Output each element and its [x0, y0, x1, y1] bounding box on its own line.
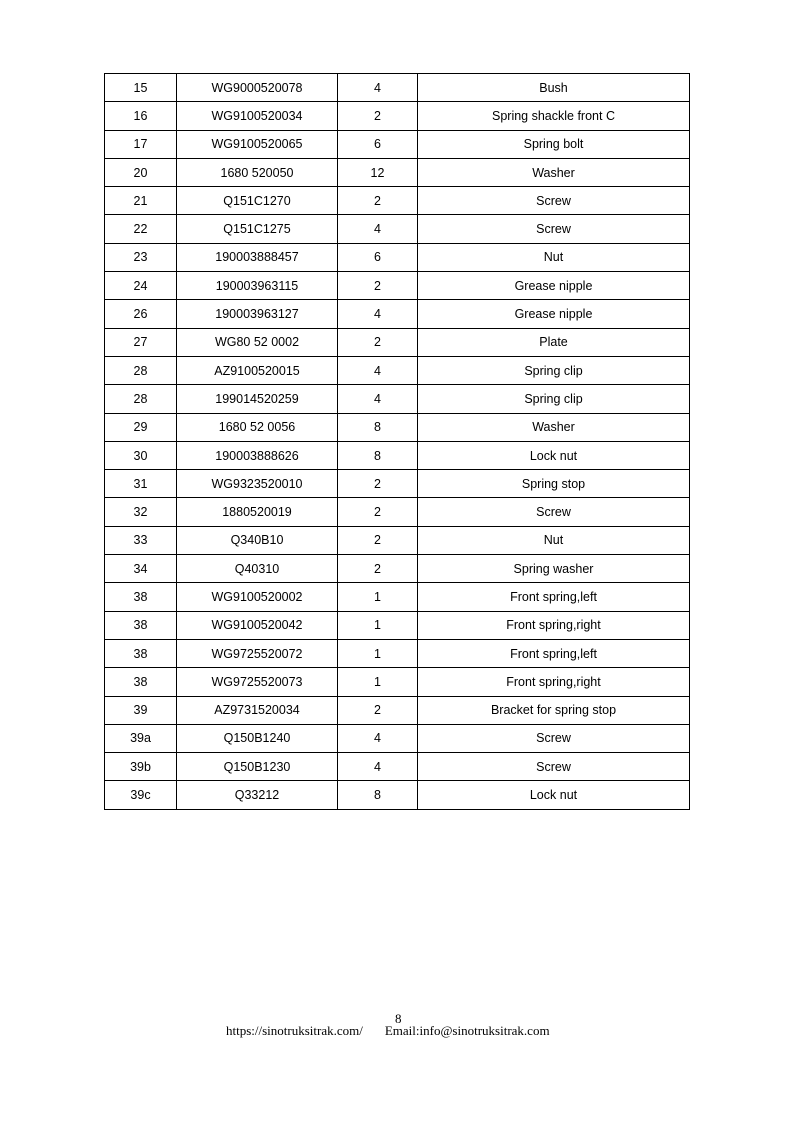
- item-number-cell: 31: [105, 470, 177, 498]
- description-cell: Washer: [418, 413, 690, 441]
- table-row: [105, 696, 690, 724]
- description-cell: Grease nipple: [418, 300, 690, 328]
- item-number-cell: 39c: [105, 781, 177, 809]
- item-number-cell: 17: [105, 130, 177, 158]
- table-row: [105, 130, 690, 158]
- description-cell: Bracket for spring stop: [418, 696, 690, 724]
- item-number-cell: 39a: [105, 724, 177, 752]
- quantity-cell: 4: [338, 74, 418, 102]
- table-row: [105, 526, 690, 554]
- part-number-cell: WG9100520042: [177, 611, 338, 639]
- table-row: [105, 300, 690, 328]
- table-row: [105, 74, 690, 102]
- quantity-cell: 4: [338, 385, 418, 413]
- item-number-cell: 26: [105, 300, 177, 328]
- part-number-cell: WG80 52 0002: [177, 328, 338, 356]
- table-row: [105, 441, 690, 469]
- quantity-cell: 1: [338, 639, 418, 667]
- table-row: [105, 413, 690, 441]
- item-number-cell: 30: [105, 441, 177, 469]
- table-row: [105, 470, 690, 498]
- item-number-cell: 32: [105, 498, 177, 526]
- part-number-cell: Q340B10: [177, 526, 338, 554]
- parts-table: [104, 73, 690, 810]
- part-number-cell: WG9100520002: [177, 583, 338, 611]
- item-number-cell: 38: [105, 668, 177, 696]
- part-number-cell: WG9725520073: [177, 668, 338, 696]
- description-cell: Screw: [418, 724, 690, 752]
- table-row: [105, 187, 690, 215]
- table-row: [105, 781, 690, 809]
- quantity-cell: 4: [338, 215, 418, 243]
- quantity-cell: 4: [338, 724, 418, 752]
- table-row: [105, 668, 690, 696]
- description-cell: Front spring,right: [418, 668, 690, 696]
- quantity-cell: 1: [338, 583, 418, 611]
- item-number-cell: 28: [105, 356, 177, 384]
- part-number-cell: WG9000520078: [177, 74, 338, 102]
- part-number-cell: Q150B1240: [177, 724, 338, 752]
- item-number-cell: 39: [105, 696, 177, 724]
- quantity-cell: 2: [338, 187, 418, 215]
- part-number-cell: WG9100520034: [177, 102, 338, 130]
- part-number-cell: 199014520259: [177, 385, 338, 413]
- part-number-cell: Q151C1270: [177, 187, 338, 215]
- description-cell: Grease nipple: [418, 272, 690, 300]
- part-number-cell: Q33212: [177, 781, 338, 809]
- table-row: [105, 272, 690, 300]
- quantity-cell: 8: [338, 441, 418, 469]
- quantity-cell: 12: [338, 158, 418, 186]
- part-number-cell: AZ9100520015: [177, 356, 338, 384]
- part-number-cell: 190003888457: [177, 243, 338, 271]
- item-number-cell: 38: [105, 583, 177, 611]
- description-cell: Spring clip: [418, 385, 690, 413]
- quantity-cell: 6: [338, 130, 418, 158]
- table-row: [105, 724, 690, 752]
- item-number-cell: 27: [105, 328, 177, 356]
- table-row: [105, 328, 690, 356]
- description-cell: Screw: [418, 753, 690, 781]
- description-cell: Front spring,right: [418, 611, 690, 639]
- part-number-cell: 1680 52 0056: [177, 413, 338, 441]
- item-number-cell: 24: [105, 272, 177, 300]
- table-row: [105, 555, 690, 583]
- description-cell: Screw: [418, 498, 690, 526]
- quantity-cell: 2: [338, 102, 418, 130]
- table-row: [105, 102, 690, 130]
- part-number-cell: Q151C1275: [177, 215, 338, 243]
- item-number-cell: 33: [105, 526, 177, 554]
- description-cell: Spring clip: [418, 356, 690, 384]
- description-cell: Lock nut: [418, 441, 690, 469]
- quantity-cell: 2: [338, 498, 418, 526]
- part-number-cell: WG9100520065: [177, 130, 338, 158]
- description-cell: Washer: [418, 158, 690, 186]
- description-cell: Spring stop: [418, 470, 690, 498]
- item-number-cell: 38: [105, 611, 177, 639]
- part-number-cell: Q150B1230: [177, 753, 338, 781]
- quantity-cell: 6: [338, 243, 418, 271]
- description-cell: Front spring,left: [418, 639, 690, 667]
- table-row: [105, 611, 690, 639]
- table-row: [105, 498, 690, 526]
- quantity-cell: 4: [338, 300, 418, 328]
- description-cell: Spring bolt: [418, 130, 690, 158]
- description-cell: Nut: [418, 243, 690, 271]
- description-cell: Bush: [418, 74, 690, 102]
- footer-website: https://sinotruksitrak.com/: [226, 1023, 363, 1038]
- item-number-cell: 34: [105, 555, 177, 583]
- quantity-cell: 8: [338, 781, 418, 809]
- quantity-cell: 2: [338, 696, 418, 724]
- quantity-cell: 2: [338, 526, 418, 554]
- table-row: [105, 158, 690, 186]
- table-row: [105, 753, 690, 781]
- item-number-cell: 22: [105, 215, 177, 243]
- footer-email: Email:info@sinotruksitrak.com: [384, 1023, 550, 1038]
- quantity-cell: 2: [338, 272, 418, 300]
- part-number-cell: 190003888626: [177, 441, 338, 469]
- quantity-cell: 4: [338, 753, 418, 781]
- table-row: [105, 243, 690, 271]
- part-number-cell: WG9323520010: [177, 470, 338, 498]
- page-number: 8: [395, 1011, 402, 1026]
- part-number-cell: 190003963115: [177, 272, 338, 300]
- item-number-cell: 16: [105, 102, 177, 130]
- item-number-cell: 38: [105, 639, 177, 667]
- part-number-cell: WG9725520072: [177, 639, 338, 667]
- part-number-cell: Q40310: [177, 555, 338, 583]
- quantity-cell: 2: [338, 555, 418, 583]
- footer-contact: [226, 1023, 550, 1039]
- quantity-cell: 1: [338, 611, 418, 639]
- item-number-cell: 39b: [105, 753, 177, 781]
- part-number-cell: 1680 520050: [177, 158, 338, 186]
- table-row: [105, 215, 690, 243]
- part-number-cell: AZ9731520034: [177, 696, 338, 724]
- item-number-cell: 15: [105, 74, 177, 102]
- quantity-cell: 1: [338, 668, 418, 696]
- description-cell: Spring washer: [418, 555, 690, 583]
- quantity-cell: 4: [338, 356, 418, 384]
- quantity-cell: 2: [338, 470, 418, 498]
- item-number-cell: 28: [105, 385, 177, 413]
- table-row: [105, 583, 690, 611]
- description-cell: Front spring,left: [418, 583, 690, 611]
- table-row: [105, 385, 690, 413]
- table-row: [105, 639, 690, 667]
- description-cell: Spring shackle front C: [418, 102, 690, 130]
- item-number-cell: 21: [105, 187, 177, 215]
- quantity-cell: 8: [338, 413, 418, 441]
- description-cell: Nut: [418, 526, 690, 554]
- description-cell: Screw: [418, 187, 690, 215]
- description-cell: Plate: [418, 328, 690, 356]
- item-number-cell: 29: [105, 413, 177, 441]
- quantity-cell: 2: [338, 328, 418, 356]
- description-cell: Screw: [418, 215, 690, 243]
- part-number-cell: 190003963127: [177, 300, 338, 328]
- item-number-cell: 23: [105, 243, 177, 271]
- description-cell: Lock nut: [418, 781, 690, 809]
- part-number-cell: 1880520019: [177, 498, 338, 526]
- table-row: [105, 356, 690, 384]
- parts-table-body: [105, 74, 690, 810]
- item-number-cell: 20: [105, 158, 177, 186]
